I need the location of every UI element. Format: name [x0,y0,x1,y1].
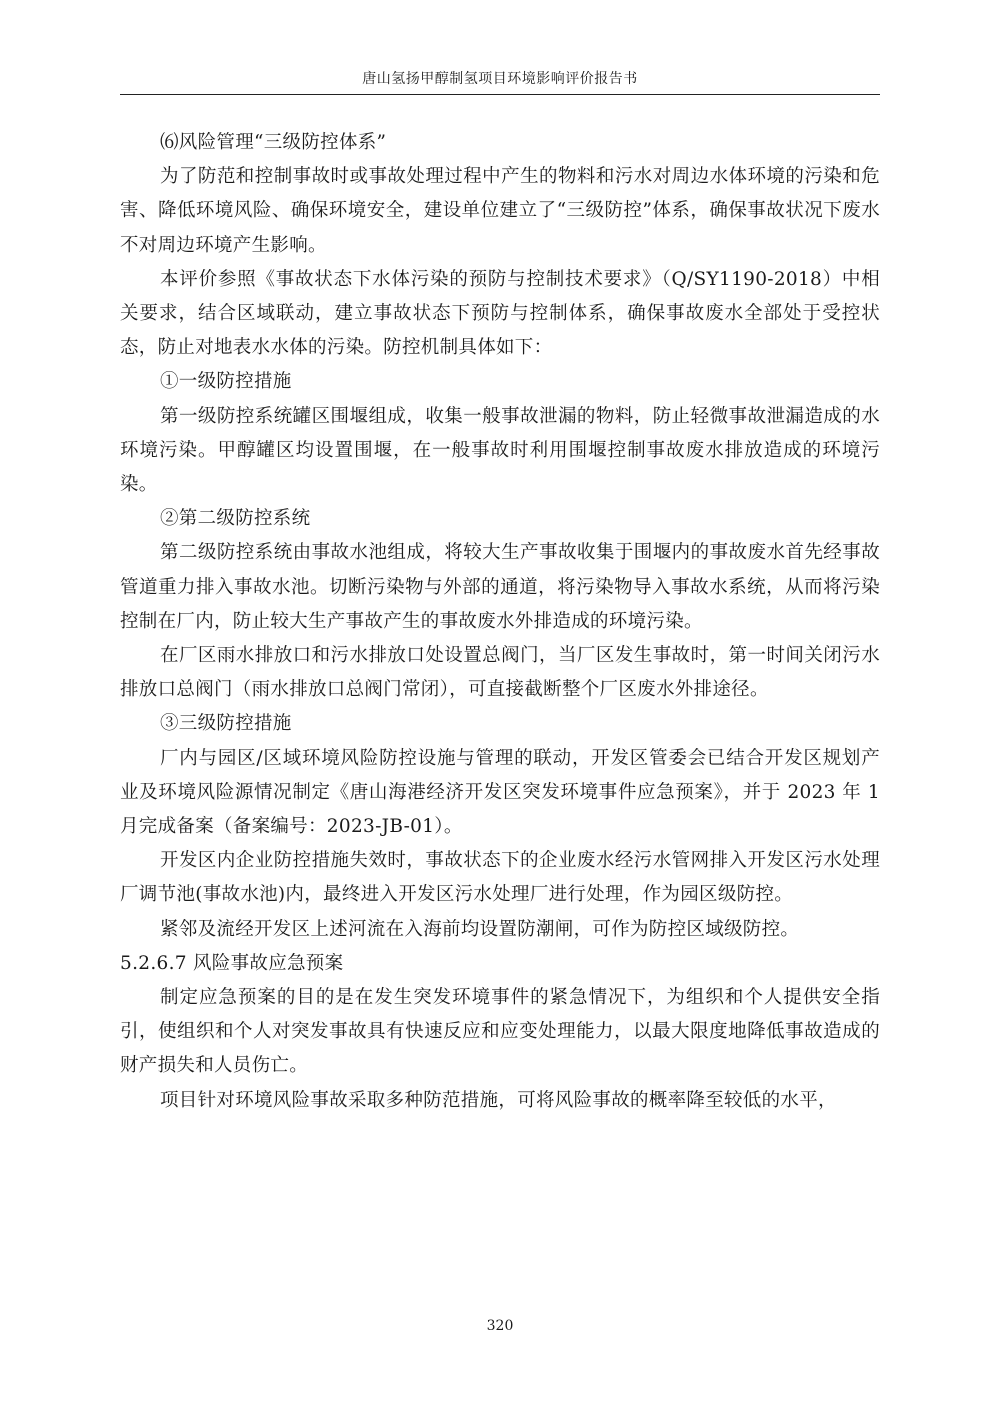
paragraph: 紧邻及流经开发区上述河流在入海前均设置防潮闸，可作为防控区域级防控。 [160,918,800,940]
paragraph: 第一级防控系统罐区围堰组成，收集一般事故泄漏的物料，防止轻微事故泄漏造成的水环境污染。甲醇罐区均设置围堰，在一般事故时利用围堰控制事故废水排放造成的环境污染。 [120,405,880,496]
paragraph: 厂内与园区/区域环境风险防控设施与管理的联动，开发区管委会已结合开发区规划产业及环境风险源情况制定《唐山海港经济开发区突发环境事件应急预案》，并于 2023 年 1 月完成备案（备案编号：2023-JB-01）。 [120,747,880,838]
paragraph: 在厂区雨水排放口和污水排放口处设置总阀门，当厂区发生事故时，第一时间关闭污水排放口总阀门（雨水排放口总阀门常闭），可直接截断整个厂区废水外排途径。 [120,645,880,701]
paragraph: 为了防范和控制事故时或事故处理过程中产生的物料和污水对周边水体环境的污染和危害、降低环境风险、确保环境安全，建设单位建立了“三级防控”体系，确保事故状况下废水不对周边环境产生影响。 [120,166,880,256]
paragraph-level-three-heading: ③三级防控措施 [160,713,292,735]
paragraph: 制定应急预案的目的是在发生突发环境事件的紧急情况下，为组织和个人提供安全指引，使组织和个人对突发事故具有快速反应和应变处理能力，以最大限度地降低事故造成的财产损失和人员伤亡。 [120,987,880,1077]
paragraph: 第二级防控系统由事故水池组成，将较大生产事故收集于围堰内的事故废水首先经事故管道重力排入事故水池。切断污染物与外部的通道，将污染物导入事故水系统，从而将污染控制在厂内，防止较大生产事故产生的事故废水外排造成的环境污染。 [120,542,880,632]
page-number: 320 [486,1318,514,1334]
paragraph-level-two-heading: ②第二级防控系统 [160,508,311,530]
paragraph: 项目针对环境风险事故采取多种防范措施，可将风险事故的概率降至较低的水平， [160,1089,837,1111]
paragraph: 本评价参照《事故状态下水体污染的预防与控制技术要求》（Q/SY1190-2018）中相关要求，结合区域联动，建立事故状态下预防与控制体系，确保事故废水全部处于受控状态，防止对地表水水体的污染。防控机制具体如下： [120,268,880,359]
paragraph-level-one-heading: ①一级防控措施 [160,371,292,393]
body-text [120,126,880,1118]
running-header: 唐山氢扬甲醇制氢项目环境影响评价报告书 [362,71,638,87]
header-divider [120,94,880,95]
paragraph: 开发区内企业防控措施失效时，事故状态下的企业废水经污水管网排入开发区污水处理厂调节池(事故水池)内，最终进入开发区污水处理厂进行处理，作为园区级防控。 [120,850,880,906]
paragraph-risk-management-heading: ⑹风险管理“三级防控体系” [160,132,387,153]
section-heading: 5.2.6.7 风险事故应急预案 [120,952,344,974]
